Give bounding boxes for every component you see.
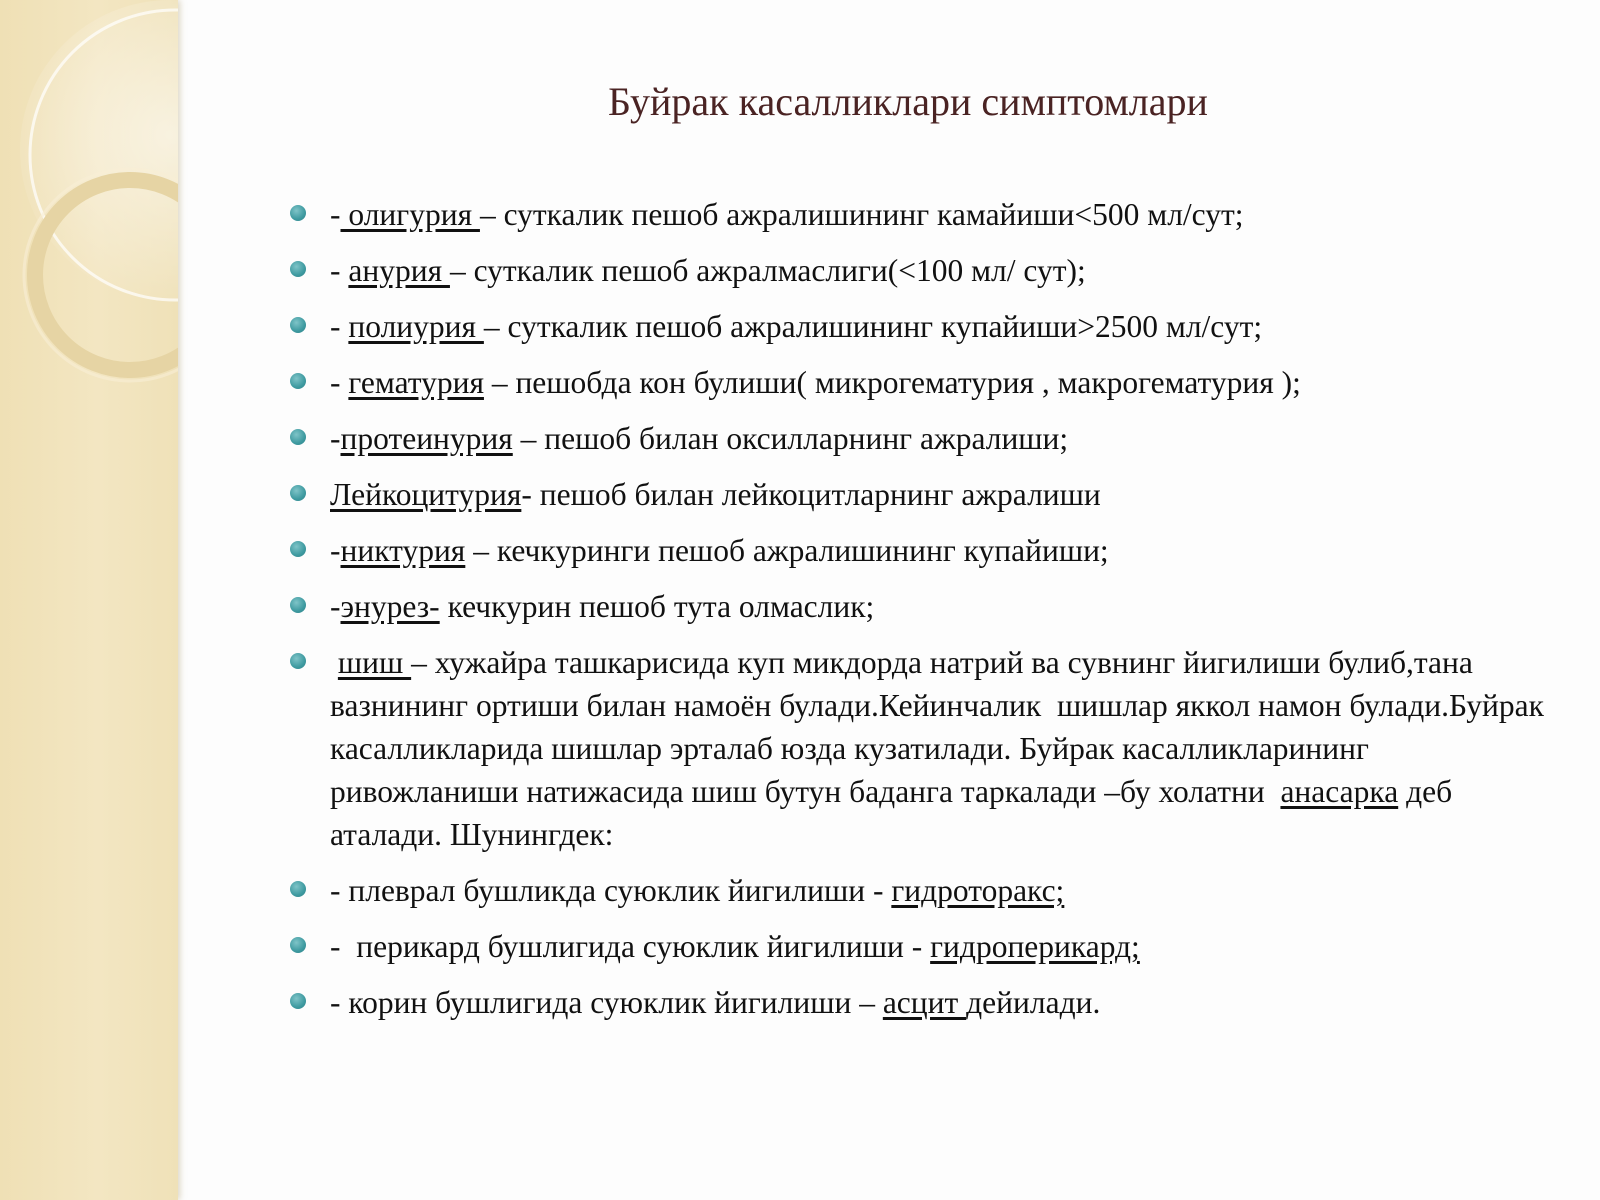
term-text: анасарка (1280, 774, 1399, 809)
description-text: – пешобда кон булиши( микрогематурия , макрогематурия ); (483, 365, 1301, 400)
description-text: – хужайра ташкарисида куп микдорда натрий ва сувнинг йигилиши булиб,тана вазнининг ортиши билан намоён булади.Кейинчалик шишлар яккол намон булади.Буйрак касалликларида шишлар эрталаб юзда кузатилади. Буйрак касалликларининг ривожланиши натижасида шиш бутун баданга таркалади –бу холатни (330, 645, 1552, 809)
term-text: олигурия (340, 197, 480, 232)
description-text: - (330, 533, 341, 568)
bullet-dot-icon (290, 485, 306, 501)
term-text: никтурия (340, 533, 466, 568)
description-text: - перикард бушлигида суюклик йигилиши - (330, 929, 931, 964)
description-text: кечкурин пешоб тута олмаслик; (439, 589, 875, 624)
term-text: гидроторакс; (891, 873, 1065, 908)
list-item (290, 361, 1550, 404)
description-text: – суткалик пешоб ажралишининг купайиши>2500 мл/сут; (483, 309, 1263, 344)
bullet-dot-icon (290, 653, 306, 669)
bullet-dot-icon (290, 541, 306, 557)
term-text: анурия (348, 253, 450, 288)
decorative-rings-graphic (0, 0, 178, 1200)
term-text: Лейкоцитурия (330, 477, 522, 512)
description-text: деб аталади. Шунингдек: (330, 774, 1460, 852)
description-text: - пешоб билан лейкоцитларнинг ажралиши (521, 477, 1101, 512)
list-item (290, 529, 1550, 572)
description-text: - (330, 309, 349, 344)
list-item (290, 981, 1550, 1024)
slide-title: Буйрак касалликлари симптомлари (608, 79, 1208, 124)
description-text (330, 645, 338, 680)
bullet-dot-icon (290, 317, 306, 333)
list-item (290, 585, 1550, 628)
term-text: полиурия (348, 309, 484, 344)
bullet-dot-icon (290, 597, 306, 613)
bullet-dot-icon (290, 261, 306, 277)
description-text: - (330, 197, 341, 232)
term-text: асцит (882, 985, 967, 1020)
symptom-list (290, 193, 1550, 1037)
term-text: протеинурия (340, 421, 513, 456)
description-text: – кечкуринги пешоб ажралишининг купайиши; (465, 533, 1109, 568)
bullet-dot-icon (290, 937, 306, 953)
description-text: - (330, 589, 341, 624)
decorative-side-panel (0, 0, 178, 1200)
list-item (290, 417, 1550, 460)
list-item (290, 193, 1550, 236)
list-item (290, 925, 1550, 968)
bullet-dot-icon (290, 881, 306, 897)
term-text: гидроперикард; (930, 929, 1140, 964)
term-text: шиш (337, 645, 412, 680)
bullet-dot-icon (290, 429, 306, 445)
bullet-dot-icon (290, 205, 306, 221)
description-text: - (330, 421, 341, 456)
term-text: энурез- (340, 589, 440, 624)
list-item (290, 869, 1550, 912)
description-text: – суткалик пешоб ажралмаслиги(<100 мл/ сут); (449, 253, 1086, 288)
description-text: - плеврал бушликда суюклик йигилиши - (330, 873, 892, 908)
description-text: – пешоб билан оксилларнинг ажралиши; (512, 421, 1069, 456)
bullet-dot-icon (290, 993, 306, 1009)
description-text: – суткалик пешоб ажралишининг камайиши<500 мл/сут; (479, 197, 1244, 232)
description-text: - (330, 253, 349, 288)
description-text: - корин бушлигида суюклик йигилиши – (330, 985, 883, 1020)
list-item (290, 473, 1550, 516)
term-text: гематурия (348, 365, 484, 400)
bullet-dot-icon (290, 373, 306, 389)
description-text: дейилади. (966, 985, 1101, 1020)
list-item (290, 305, 1550, 348)
description-text: - (330, 365, 349, 400)
list-item (290, 249, 1550, 292)
list-item (290, 641, 1550, 856)
